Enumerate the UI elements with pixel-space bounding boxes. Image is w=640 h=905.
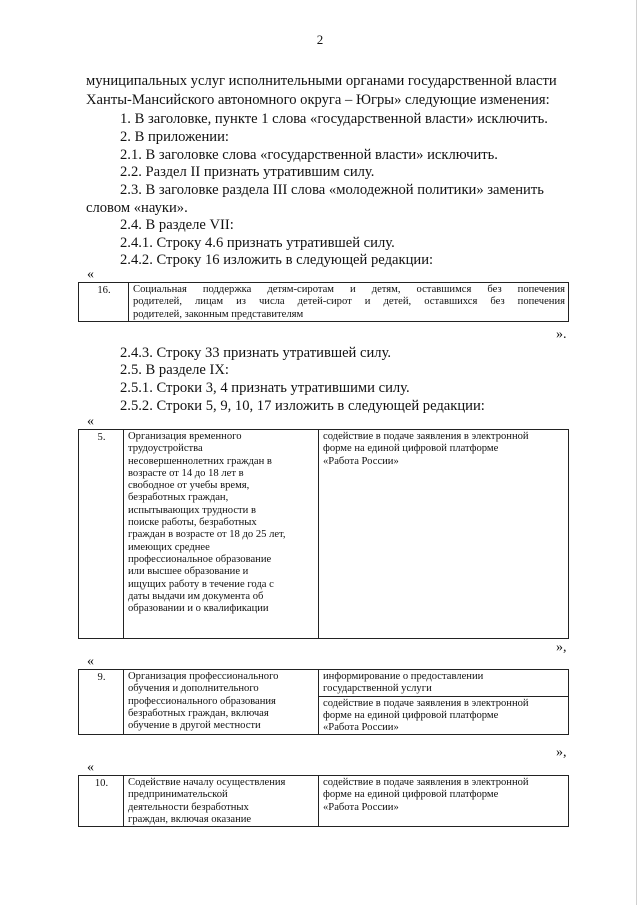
- action-line: содействие в подаче заявления в электронной: [323, 697, 529, 709]
- row-service: [124, 776, 319, 827]
- action-line: форме на единой цифровой платформе: [323, 443, 499, 455]
- quote-close: ».: [556, 327, 567, 342]
- paragraph-line: 2.4.3. Строку 33 признать утратившей силу.: [120, 345, 392, 361]
- row-action-electronic: [319, 696, 569, 735]
- service-line: свободное от учебы время,: [128, 480, 250, 492]
- scan-edge: [636, 0, 637, 905]
- service-line: обучение в другой местности: [128, 720, 261, 732]
- paragraph-line: 1. В заголовке, пункте 1 слова «государственной власти» исключить.: [120, 111, 548, 127]
- action-line: содействие в подаче заявления в электронной: [323, 777, 529, 788]
- service-line: трудоустройства: [128, 443, 203, 455]
- row-action-info: [319, 670, 569, 697]
- paragraph-line: 2.5. В разделе IX:: [120, 362, 229, 378]
- paragraph-line: 2.4. В разделе VII:: [120, 217, 234, 233]
- paragraph-line: Ханты-Мансийского автономного округа – Югры» следующие изменения:: [86, 92, 550, 108]
- service-line: Организация временного: [128, 431, 242, 442]
- row-number: 9.: [79, 670, 124, 735]
- service-line: Организация профессионального: [128, 671, 279, 682]
- row-number: 10.: [79, 776, 124, 827]
- action-line: государственной услуги: [323, 683, 432, 695]
- table-row-10: [78, 775, 569, 827]
- row-text-line: родителей, лицам из числа детей-сирот и детей, оставшихся без попечения: [133, 296, 565, 308]
- service-line: возрасте от 14 до 18 лет в: [128, 467, 244, 479]
- action-line: форме на единой цифровой платформе: [323, 709, 499, 721]
- action-line: содействие в подаче заявления в электронной: [323, 431, 529, 442]
- row-service: [124, 430, 319, 639]
- service-line: ищущих работу в течение года с: [128, 578, 274, 590]
- row-action: [319, 776, 569, 827]
- row-action: [319, 430, 569, 639]
- action-line: форме на единой цифровой платформе: [323, 789, 499, 801]
- paragraph-line: 2.5.2. Строки 5, 9, 10, 17 изложить в следующей редакции:: [120, 398, 485, 414]
- service-line: образовании и о квалификации: [128, 603, 269, 615]
- quote-close: »,: [556, 640, 567, 655]
- quote-open: «: [87, 267, 94, 282]
- quote-open: «: [87, 414, 94, 429]
- service-line: безработных граждан,: [128, 492, 229, 504]
- service-line: поиске работы, безработных: [128, 517, 257, 529]
- quote-open: «: [87, 654, 94, 669]
- action-line: информирование о предоставлении: [323, 671, 484, 682]
- service-line: даты выдачи им документа об: [128, 590, 264, 602]
- paragraph-line: 2.4.1. Строку 4.6 признать утратившей силу.: [120, 235, 395, 251]
- service-line: имеющих среднее: [128, 541, 210, 553]
- paragraph-line: 2.1. В заголовке слова «государственной власти» исключить.: [120, 147, 498, 163]
- page-number: 2: [316, 32, 324, 47]
- service-line: несовершеннолетних граждан в: [128, 455, 272, 467]
- service-line: граждан, включая оказание: [128, 813, 252, 825]
- row-service: [124, 670, 319, 735]
- quote-open: «: [87, 760, 94, 775]
- paragraph-line: 2.4.2. Строку 16 изложить в следующей редакции:: [120, 252, 434, 268]
- row-text-line: Социальная поддержка детям-сиротам и детям, оставшимся без попечения: [133, 284, 565, 295]
- service-line: или высшее образование и: [128, 566, 249, 578]
- action-line: «Работа России»: [323, 455, 399, 467]
- paragraph-line: 2.3. В заголовке раздела III слова «молодежной политики» заменить: [120, 182, 544, 198]
- paragraph-line: словом «науки».: [86, 200, 188, 216]
- row-text-line: родителей, законным представителям: [133, 308, 304, 320]
- row-text: [129, 283, 569, 322]
- quote-close: »,: [556, 745, 567, 760]
- service-line: деятельности безработных: [128, 801, 249, 813]
- row-number: 16.: [79, 283, 129, 322]
- paragraph-line: 2. В приложении:: [120, 129, 229, 145]
- service-line: профессиональное образование: [128, 553, 272, 565]
- table-row-9: [78, 669, 569, 735]
- table-row-16: [78, 282, 569, 322]
- paragraph-line: муниципальных услуг исполнительными органами государственной власти: [86, 73, 557, 89]
- paragraph-line: 2.5.1. Строки 3, 4 признать утратившими силу.: [120, 380, 410, 396]
- action-line: «Работа России»: [323, 722, 399, 734]
- service-line: граждан в возрасте от 18 до 25 лет,: [128, 529, 286, 541]
- service-line: безработных граждан, включая: [128, 707, 269, 719]
- row-number: 5.: [79, 430, 124, 639]
- service-line: профессионального образования: [128, 695, 276, 707]
- service-line: предпринимательской: [128, 789, 228, 801]
- paragraph-line: 2.2. Раздел II признать утратившим силу.: [120, 164, 375, 180]
- service-line: обучения и дополнительного: [128, 683, 259, 695]
- action-line: «Работа России»: [323, 801, 399, 813]
- service-line: Содействие началу осуществления: [128, 777, 286, 788]
- service-line: испытывающих трудности в: [128, 504, 256, 516]
- table-row-5: [78, 429, 569, 639]
